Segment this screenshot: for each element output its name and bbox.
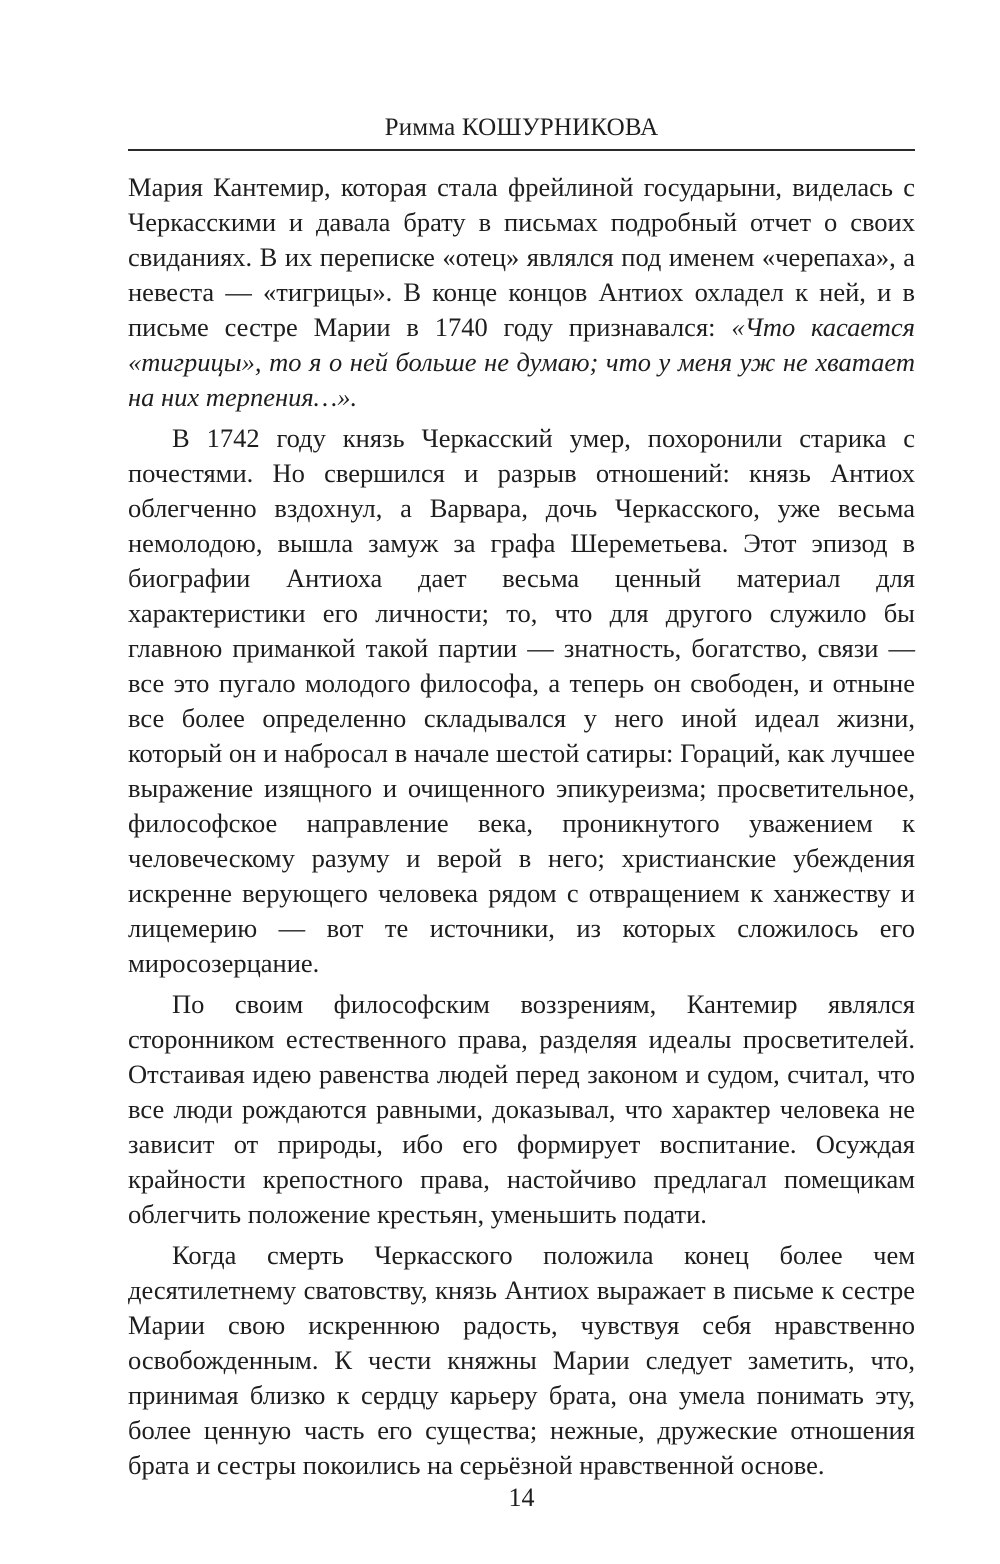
- page-number: 14: [508, 1483, 535, 1512]
- header-rule: [128, 149, 915, 151]
- paragraph-2: В 1742 году князь Черкасский умер, похоронили старика с почестями. Но свершился и разрыв отношений: князь Антиох облегченно вздохнул, а Варвара, дочь Черкасского, уже весьма немолодою, вышла замуж за графа Шереметьева. Этот эпизод в биографии Антиоха дает весьма ценный материал для характеристики его личности; то, что для другого служило бы главною приманкой такой партии — знатность, богатство, связи — все это пугало молодого философа, а теперь он свободен, и отныне все более определенно складывался у него иной идеал жизни, который он и набросал в начале шестой сатиры: Гораций, как лучшее выражение изящного и очищенного эпикуреизма; просветительное, философское направление века, проникнутого уважением к человеческому разуму и верой в него; христианские убеждения искренне верующего человека рядом с отвращением к ханжеству и лицемерию — вот те источники, из которых сложилось его миросозерцание.: [128, 423, 915, 978]
- paragraph-4: Когда смерть Черкасского положила конец более чем десятилетнему сватовству, князь Антиох выражает в письме к сестре Марии свою искреннюю радость, чувствуя себя нравственно освобожденным. К чести княжны Марии следует заметить, что, принимая близко к сердцу карьеру брата, она умела понимать эту, более ценную часть его существа; нежные, дружеские отношения брата и сестры покоились на серьёзной нравственной основе.: [128, 1240, 915, 1480]
- running-head: Римма КОШУРНИКОВА: [384, 114, 659, 141]
- paragraph-1-quote: «Что касается «тигрицы», то я о ней больше не думаю; что у меня уж не хватает на них терпения…».: [128, 312, 915, 412]
- body-text: [128, 170, 915, 1483]
- paragraph-3: По своим философским воззрениям, Кантемир являлся сторонником естественного права, разделяя идеалы просветителей. Отстаивая идею равенства людей перед законом и судом, считал, что все люди рождаются равными, доказывал, что характер человека не зависит от природы, ибо его формирует воспитание. Осуждая крайности крепостного права, настойчиво предлагал помещикам облегчить положение крестьян, уменьшить подати.: [128, 989, 915, 1229]
- paragraph-1: [128, 170, 915, 415]
- paragraph-1-text: Мария Кантемир, которая стала фрейлиной государыни, виделась с Черкасскими и давала брату в письмах подробный отчет о своих свиданиях. В их переписке «отец» являлся под именем «черепаха», а невеста — «тигрицы». В конце концов Антиох охладел к ней, и в письме сестре Марии в 1740 году признавался:: [128, 172, 915, 342]
